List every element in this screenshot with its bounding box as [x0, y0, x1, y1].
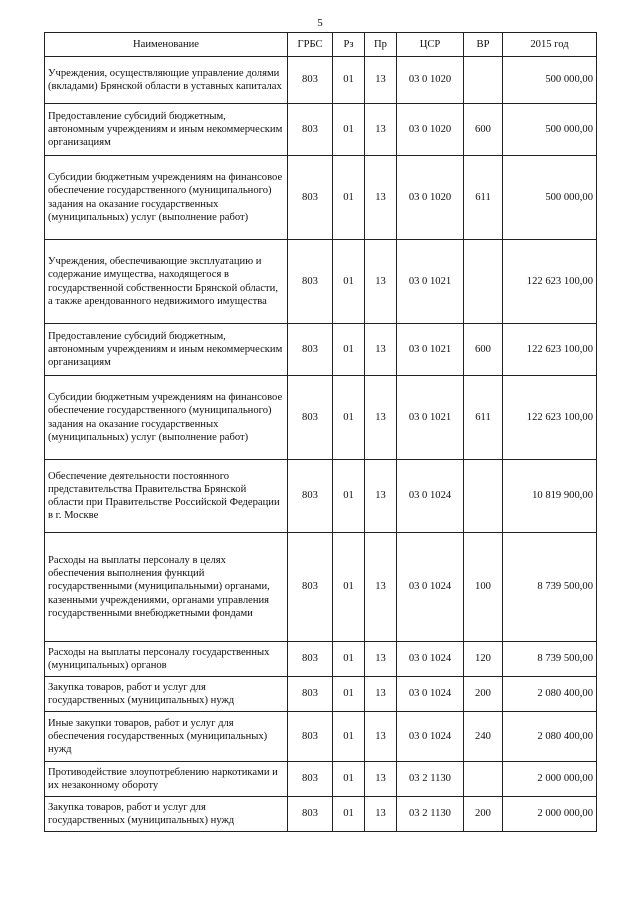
cell-amount: 2 000 000,00 [503, 797, 597, 832]
page-number: 5 [317, 17, 323, 29]
cell-pr: 13 [365, 533, 397, 642]
cell-grbs: 803 [288, 762, 333, 797]
header-csr: ЦСР [397, 33, 464, 57]
cell-pr: 13 [365, 324, 397, 376]
table-row [45, 797, 597, 832]
cell-rz: 01 [333, 57, 365, 104]
cell-vr [464, 240, 503, 324]
table-row [45, 240, 597, 324]
cell-vr: 611 [464, 376, 503, 460]
table-header-row [45, 33, 597, 57]
cell-grbs: 803 [288, 324, 333, 376]
cell-grbs: 803 [288, 376, 333, 460]
cell-csr: 03 0 1024 [397, 533, 464, 642]
cell-grbs: 803 [288, 57, 333, 104]
cell-vr: 200 [464, 677, 503, 712]
cell-csr: 03 0 1024 [397, 712, 464, 762]
cell-grbs: 803 [288, 460, 333, 533]
cell-rz: 01 [333, 642, 365, 677]
cell-amount: 10 819 900,00 [503, 460, 597, 533]
cell-grbs: 803 [288, 104, 333, 156]
cell-amount: 122 623 100,00 [503, 376, 597, 460]
cell-rz: 01 [333, 156, 365, 240]
cell-vr [464, 57, 503, 104]
cell-csr: 03 2 1130 [397, 762, 464, 797]
table-row [45, 642, 597, 677]
cell-name: Закупка товаров, работ и услуг для государственных (муниципальных) нужд [45, 797, 288, 832]
cell-rz: 01 [333, 797, 365, 832]
cell-grbs: 803 [288, 797, 333, 832]
cell-name: Расходы на выплаты персоналу государственных (муниципальных) органов [45, 642, 288, 677]
cell-name: Обеспечение деятельности постоянного представительства Правительства Брянской области при Правительстве Российской Федерации в г. Москве [45, 460, 288, 533]
cell-amount: 8 739 500,00 [503, 533, 597, 642]
cell-rz: 01 [333, 240, 365, 324]
cell-pr: 13 [365, 376, 397, 460]
cell-csr: 03 0 1024 [397, 460, 464, 533]
cell-amount: 122 623 100,00 [503, 324, 597, 376]
cell-pr: 13 [365, 460, 397, 533]
cell-vr: 240 [464, 712, 503, 762]
table-row [45, 460, 597, 533]
cell-pr: 13 [365, 104, 397, 156]
cell-grbs: 803 [288, 533, 333, 642]
cell-csr: 03 0 1021 [397, 240, 464, 324]
cell-name: Предоставление субсидий бюджетным, автономным учреждениям и иным некоммерческим организациям [45, 104, 288, 156]
header-year: 2015 год [503, 33, 597, 57]
cell-vr: 611 [464, 156, 503, 240]
cell-rz: 01 [333, 762, 365, 797]
cell-name: Расходы на выплаты персоналу в целях обеспечения выполнения функций государственными (муниципальными) органами, казенными учреждениями, органами управления государственными внебюджетными фондами [45, 533, 288, 642]
table-row [45, 762, 597, 797]
cell-pr: 13 [365, 156, 397, 240]
cell-csr: 03 0 1021 [397, 376, 464, 460]
cell-pr: 13 [365, 240, 397, 324]
cell-grbs: 803 [288, 712, 333, 762]
cell-amount: 2 000 000,00 [503, 762, 597, 797]
cell-csr: 03 2 1130 [397, 797, 464, 832]
table-row [45, 324, 597, 376]
table-row [45, 156, 597, 240]
cell-pr: 13 [365, 712, 397, 762]
cell-amount: 500 000,00 [503, 57, 597, 104]
cell-rz: 01 [333, 712, 365, 762]
header-grbs: ГРБС [288, 33, 333, 57]
cell-name: Субсидии бюджетным учреждениям на финансовое обеспечение государственного (муниципального) задания на оказание государственных (муниципальных) услуг (выполнение работ) [45, 376, 288, 460]
cell-vr: 600 [464, 324, 503, 376]
cell-name: Субсидии бюджетным учреждениям на финансовое обеспечение государственного (муниципального) задания на оказание государственных (муниципальных) услуг (выполнение работ) [45, 156, 288, 240]
cell-pr: 13 [365, 762, 397, 797]
cell-name: Предоставление субсидий бюджетным, автономным учреждениям и иным некоммерческим организациям [45, 324, 288, 376]
cell-vr: 200 [464, 797, 503, 832]
cell-vr: 100 [464, 533, 503, 642]
cell-pr: 13 [365, 797, 397, 832]
cell-amount: 2 080 400,00 [503, 712, 597, 762]
cell-rz: 01 [333, 324, 365, 376]
table-row [45, 57, 597, 104]
header-name: Наименование [45, 33, 288, 57]
table-row [45, 677, 597, 712]
cell-name: Учреждения, осуществляющие управление долями (вкладами) Брянской области в уставных капиталах [45, 57, 288, 104]
table-row [45, 104, 597, 156]
cell-vr [464, 762, 503, 797]
cell-amount: 500 000,00 [503, 104, 597, 156]
cell-name: Учреждения, обеспечивающие эксплуатацию и содержание имущества, находящегося в государственной собственности Брянской области, а также арендованного недвижимого имущества [45, 240, 288, 324]
header-vr: ВР [464, 33, 503, 57]
cell-csr: 03 0 1024 [397, 677, 464, 712]
cell-vr: 600 [464, 104, 503, 156]
cell-csr: 03 0 1020 [397, 156, 464, 240]
cell-amount: 2 080 400,00 [503, 677, 597, 712]
header-pr: Пр [365, 33, 397, 57]
cell-amount: 122 623 100,00 [503, 240, 597, 324]
table-row [45, 533, 597, 642]
cell-csr: 03 0 1021 [397, 324, 464, 376]
cell-rz: 01 [333, 460, 365, 533]
cell-amount: 8 739 500,00 [503, 642, 597, 677]
cell-grbs: 803 [288, 642, 333, 677]
cell-pr: 13 [365, 57, 397, 104]
cell-vr: 120 [464, 642, 503, 677]
cell-name: Закупка товаров, работ и услуг для государственных (муниципальных) нужд [45, 677, 288, 712]
cell-name: Иные закупки товаров, работ и услуг для обеспечения государственных (муниципальных) нужд [45, 712, 288, 762]
budget-table [44, 32, 597, 832]
header-rz: Рз [333, 33, 365, 57]
cell-pr: 13 [365, 642, 397, 677]
cell-grbs: 803 [288, 156, 333, 240]
cell-csr: 03 0 1020 [397, 57, 464, 104]
cell-grbs: 803 [288, 240, 333, 324]
cell-rz: 01 [333, 677, 365, 712]
cell-rz: 01 [333, 104, 365, 156]
cell-grbs: 803 [288, 677, 333, 712]
cell-name: Противодействие злоупотреблению наркотиками и их незаконному обороту [45, 762, 288, 797]
cell-csr: 03 0 1024 [397, 642, 464, 677]
table-row [45, 712, 597, 762]
table-row [45, 376, 597, 460]
cell-pr: 13 [365, 677, 397, 712]
cell-csr: 03 0 1020 [397, 104, 464, 156]
table-body [45, 57, 597, 832]
cell-rz: 01 [333, 533, 365, 642]
cell-amount: 500 000,00 [503, 156, 597, 240]
cell-rz: 01 [333, 376, 365, 460]
cell-vr [464, 460, 503, 533]
